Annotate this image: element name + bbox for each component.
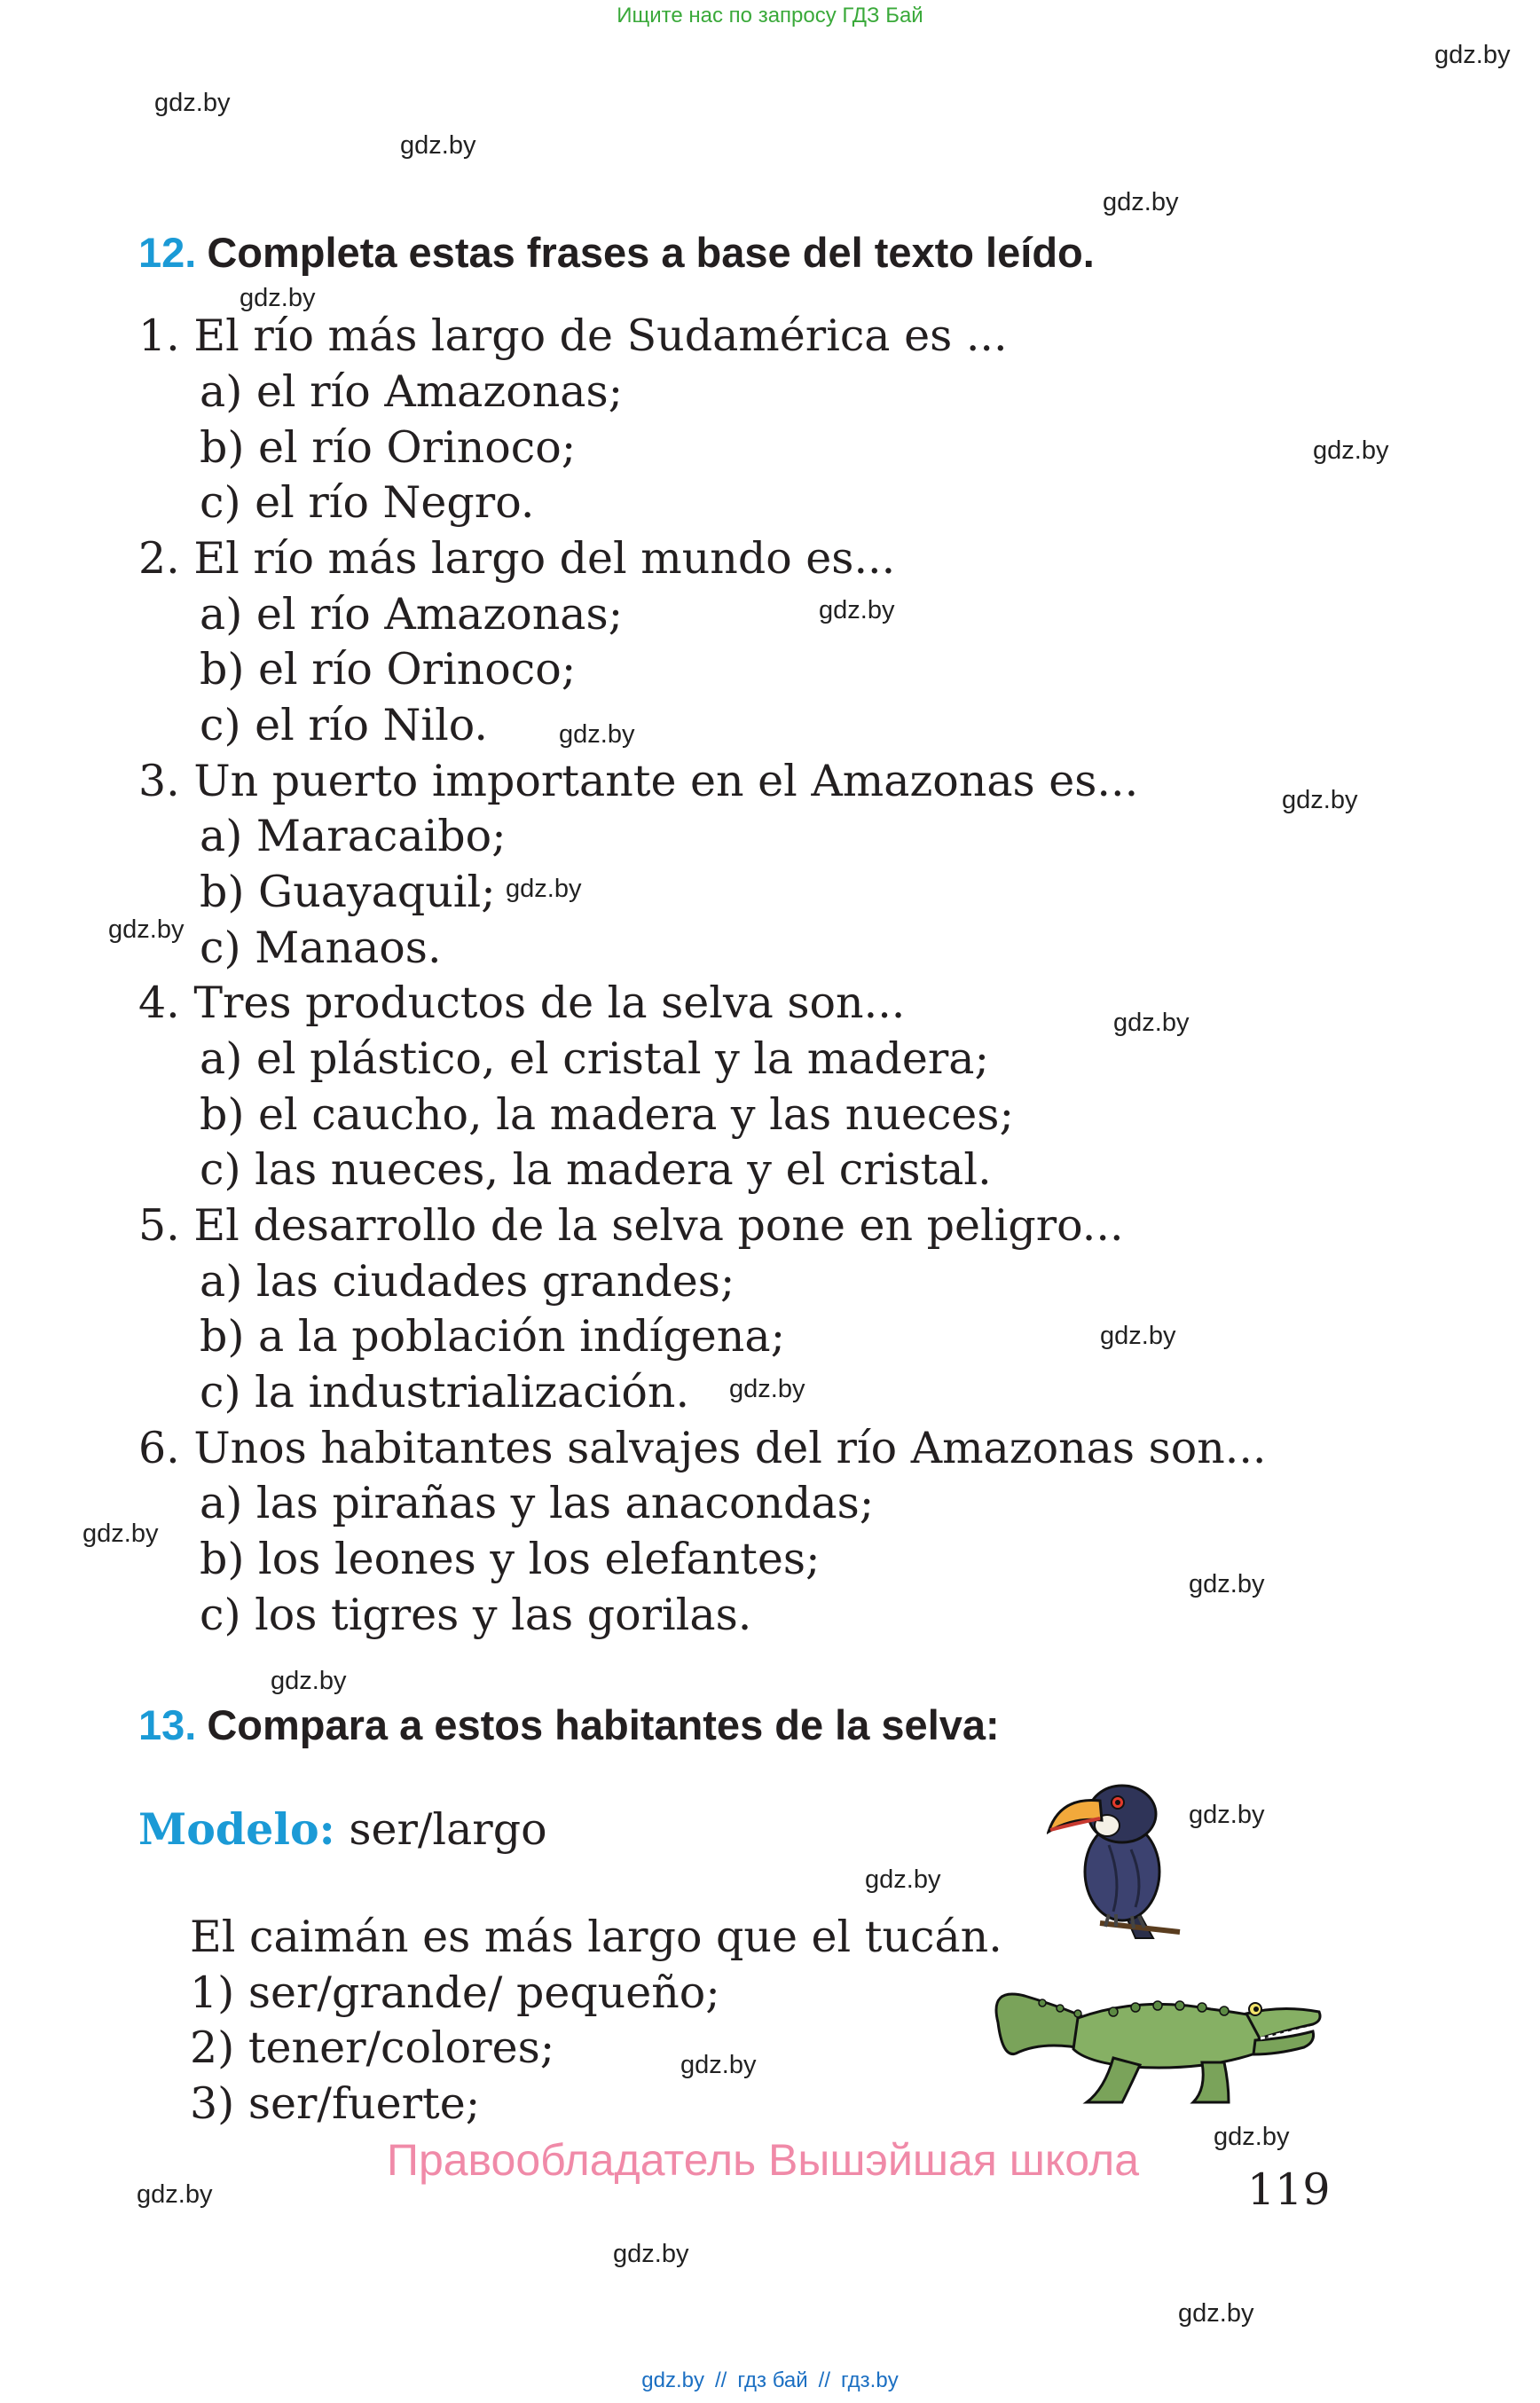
question-stem: 4. Tres productos de la selva son... [138,978,906,1028]
watermark: gdz.by [729,1375,805,1403]
watermark: gdz.by [865,1865,941,1894]
watermark: gdz.by [1100,1322,1176,1350]
bottom-link[interactable]: гдз.by [841,2368,899,2392]
question-stem: 3. Un puerto importante en el Amazonas es... [138,756,1139,806]
question-option: c) el río Nilo. [200,700,488,750]
bottom-links [0,2368,1540,2393]
comparison-item: 2) tener/colores; [190,2022,555,2073]
comparison-item: 1) ser/grande/ pequeño; [190,1967,720,2018]
watermark: gdz.by [1214,2123,1290,2151]
model-label: Modelo: [138,1803,335,1855]
watermark: gdz.by [400,131,476,160]
watermark: gdz.by [1178,2299,1254,2328]
toucan-illustration [1047,1765,1206,1943]
caiman-illustration [989,1969,1326,2111]
watermark: gdz.by [1189,1570,1265,1598]
watermark: gdz.by [1113,1009,1190,1037]
question-option: b) el río Orinoco; [200,422,577,473]
question-stem: 1. El río más largo de Sudamérica es ... [138,310,1008,361]
watermark: gdz.by [819,596,895,624]
exercise-12-number: 12. [138,229,197,276]
question-option: b) el río Orinoco; [200,644,577,695]
model-text: ser/largo [349,1804,547,1855]
exercise-12-title: Completa estas frases a base del texto leído. [207,229,1095,276]
watermark: gdz.by [1313,436,1389,465]
question-option: a) el río Amazonas; [200,366,624,417]
exercise-12-heading [138,228,1095,277]
watermark: gdz.by [240,284,316,312]
bottom-link[interactable]: гдз бай [737,2368,808,2392]
question-option: c) los tigres y las gorilas. [200,1590,752,1640]
example-sentence: El caimán es más largo que el tucán. [190,1912,1002,1962]
watermark: gdz.by [82,1520,159,1548]
watermark: gdz.by [108,915,185,944]
comparison-item: 3) ser/fuerte; [190,2078,481,2129]
watermark: gdz.by [137,2180,213,2209]
watermark: gdz.by [1103,188,1179,216]
exercise-13-title: Compara a estos habitantes de la selva: [207,1701,1000,1748]
question-option: a) las ciudades grandes; [200,1256,735,1307]
question-option: c) la industrialización. [200,1367,690,1417]
question-option: c) el río Negro. [200,477,535,528]
copyright-notice: Правообладатель Вышэйшая школа [387,2135,1139,2185]
question-option: c) Manaos. [200,923,442,973]
question-option: b) a la población indígena; [200,1311,786,1362]
model-line [138,1803,547,1855]
question-option: c) las nueces, la madera y el cristal. [200,1144,992,1195]
question-option: a) las pirañas y las anacondas; [200,1478,875,1528]
question-option: a) Maracaibo; [200,811,507,861]
watermark: gdz.by [613,2240,689,2268]
question-option: b) el caucho, la madera y las nueces; [200,1089,1014,1140]
question-option: b) Guayaquil; [200,867,496,917]
link-separator: // [818,2368,830,2392]
exercise-13-number: 13. [138,1701,197,1748]
watermark: gdz.by [680,2051,757,2079]
question-stem: 6. Unos habitantes salvajes del río Amazonas son... [138,1423,1267,1473]
watermark: gdz.by [506,875,582,903]
link-separator: // [715,2368,727,2392]
question-option: b) los leones y los elefantes; [200,1534,821,1584]
question-stem: 2. El río más largo del mundo es... [138,533,896,584]
watermark: gdz.by [1189,1801,1265,1829]
watermark: gdz.by [154,89,231,117]
watermark: gdz.by [559,720,635,749]
question-option: a) el plástico, el cristal y la madera; [200,1033,989,1084]
top-banner[interactable]: Ищите нас по запросу ГДЗ Бай [617,4,923,27]
watermark: gdz.by [1282,786,1358,814]
watermark: gdz.by [271,1667,347,1695]
bottom-link[interactable]: gdz.by [641,2368,704,2392]
page-number: 119 [1247,2164,1331,2215]
exercise-13-heading [138,1700,1000,1749]
question-stem: 5. El desarrollo de la selva pone en peligro... [138,1200,1124,1251]
watermark: gdz.by [1434,41,1511,69]
question-option: a) el río Amazonas; [200,589,624,640]
